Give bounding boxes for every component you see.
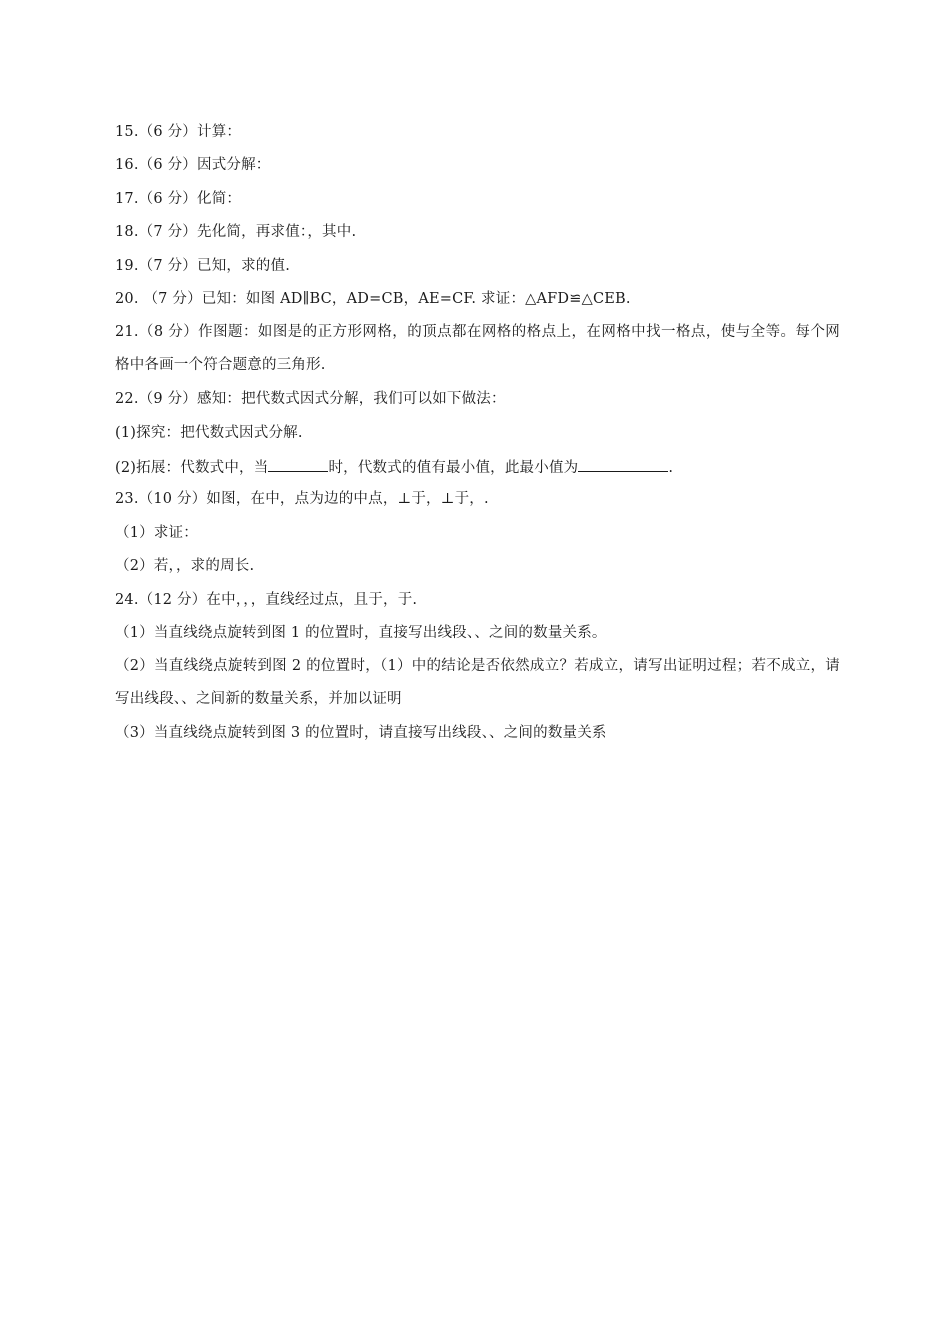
question-22-part-2-text-c: . [668,459,674,476]
question-21: 21.（8 分）作图题：如图是的正方形网格，的顶点都在网格的格点上，在网格中找一格点，使与全等。每个网格中各画一个符合题意的三角形. [115,323,840,374]
question-22: 22.（9 分）感知：把代数式因式分解，我们可以如下做法： [115,391,506,408]
question-15: 15.（6 分）计算： [115,124,242,140]
question-19: 19.（7 分）已知，求的值. [115,257,291,274]
question-17: 17.（6 分）化简： [115,190,242,207]
question-22-part-2-text-a: (2)拓展：代数式中，当 [115,459,269,476]
question-20: 20. （7 分）已知：如图 AD∥BC，AD=CB，AE=CF. 求证：△AFD≌△CEB. [115,290,631,307]
question-22-part-1: (1)探究：把代数式因式分解. [115,424,303,441]
question-24-part-3: （3）当直线绕点旋转到图 3 的位置时，请直接写出线段、、之间的数量关系 [115,725,607,742]
question-24-part-1: （1）当直线绕点旋转到图 1 的位置时，直接写出线段、、之间的数量关系。 [115,624,607,641]
question-22-part-2 [115,456,840,476]
question-24: 24.（12 分）在中，，，直线经过点，且于，于. [115,591,418,608]
question-22-part-2-text-b: 时，代数式的值有最小值，此最小值为 [328,459,579,476]
question-23-part-1: （1）求证： [115,524,198,541]
question-list [115,122,840,756]
question-24-part-2: （2）当直线绕点旋转到图 2 的位置时，（1）中的结论是否依然成立？若成立，请写出证明过程；若不成立，请写出线段、、之间新的数量关系，并加以证明 [115,657,840,707]
answer-blank-2[interactable] [578,456,668,472]
question-23-part-2: （2）若，，求的周长. [115,558,255,575]
question-18: 18.（7 分）先化简，再求值：，其中. [115,224,357,241]
question-16: 16.（6 分）因式分解： [115,157,271,174]
question-23: 23.（10 分）如图，在中，点为边的中点，⊥于，⊥于，. [115,491,489,508]
answer-blank-1[interactable] [268,456,328,472]
